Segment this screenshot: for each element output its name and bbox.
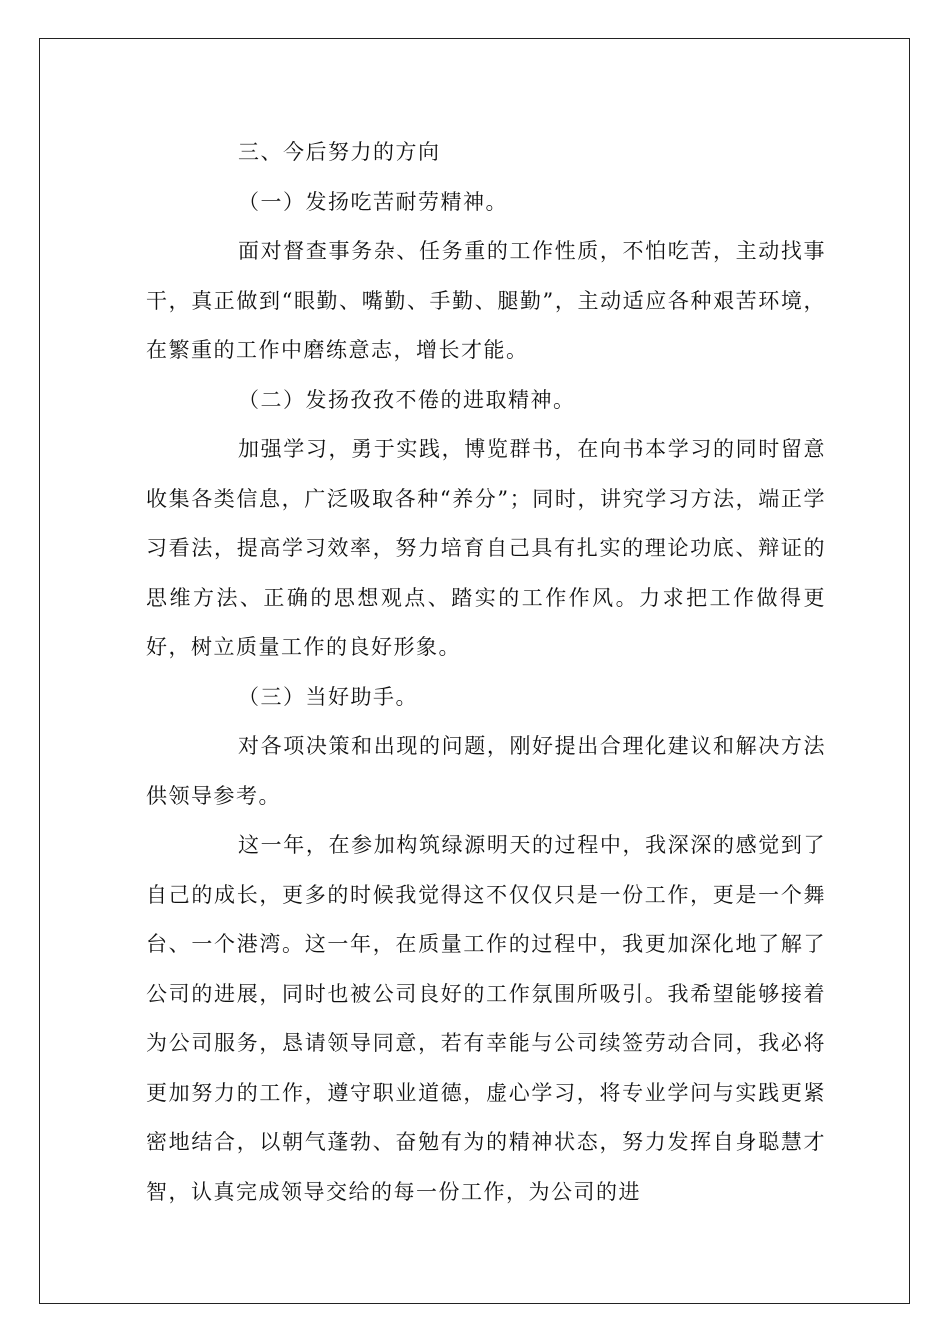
- paragraph-2: 加强学习，勇于实践，博览群书，在向书本学习的同时留意收集各类信息，广泛吸取各种“养分”；同时，讲究学习方法，端正学习看法，提高学习效率，努力培育自己具有扎实的理论功底、辩证的思维方法、正确的思想观点、踏实的工作作风。力求把工作做得更好，树立质量工作的良好形象。: [146, 437, 826, 659]
- subsection-title-3: （三）当好助手。: [238, 684, 418, 709]
- subsection-title-1: （一）发扬吃苦耐劳精神。: [238, 189, 508, 214]
- paragraph-1: 面对督查事务杂、任务重的工作性质，不怕吃苦，主动找事干，真正做到“眼勤、嘴勤、手勤、腿勤”，主动适应各种艰苦环境，在繁重的工作中磨练意志，增长才能。: [146, 239, 826, 362]
- paragraph-closing: 这一年，在参加构筑绿源明天的过程中，我深深的感觉到了自己的成长，更多的时候我觉得这不仅仅只是一份工作，更是一个舞台、一个港湾。这一年，在质量工作的过程中，我更加深化地了解了公司的进展，同时也被公司良好的工作氛围所吸引。我希望能够接着为公司服务，恳请领导同意，若有幸能与公司续签劳动合同，我必将更加努力的工作，遵守职业道德，虚心学习，将专业学问与实践更紧密地结合，以朝气蓬勃、奋勉有为的精神状态，努力发挥自身聪慧才智，认真完成领导交给的每一份工作，为公司的进: [146, 833, 826, 1204]
- section-title: 三、今后努力的方向: [238, 140, 441, 164]
- subsection-title-2: （二）发扬孜孜不倦的进取精神。: [238, 387, 576, 412]
- document-body: [146, 128, 826, 1217]
- paragraph-3: 对各项决策和出现的问题，刚好提出合理化建议和解决方法供领导参考。: [146, 734, 826, 808]
